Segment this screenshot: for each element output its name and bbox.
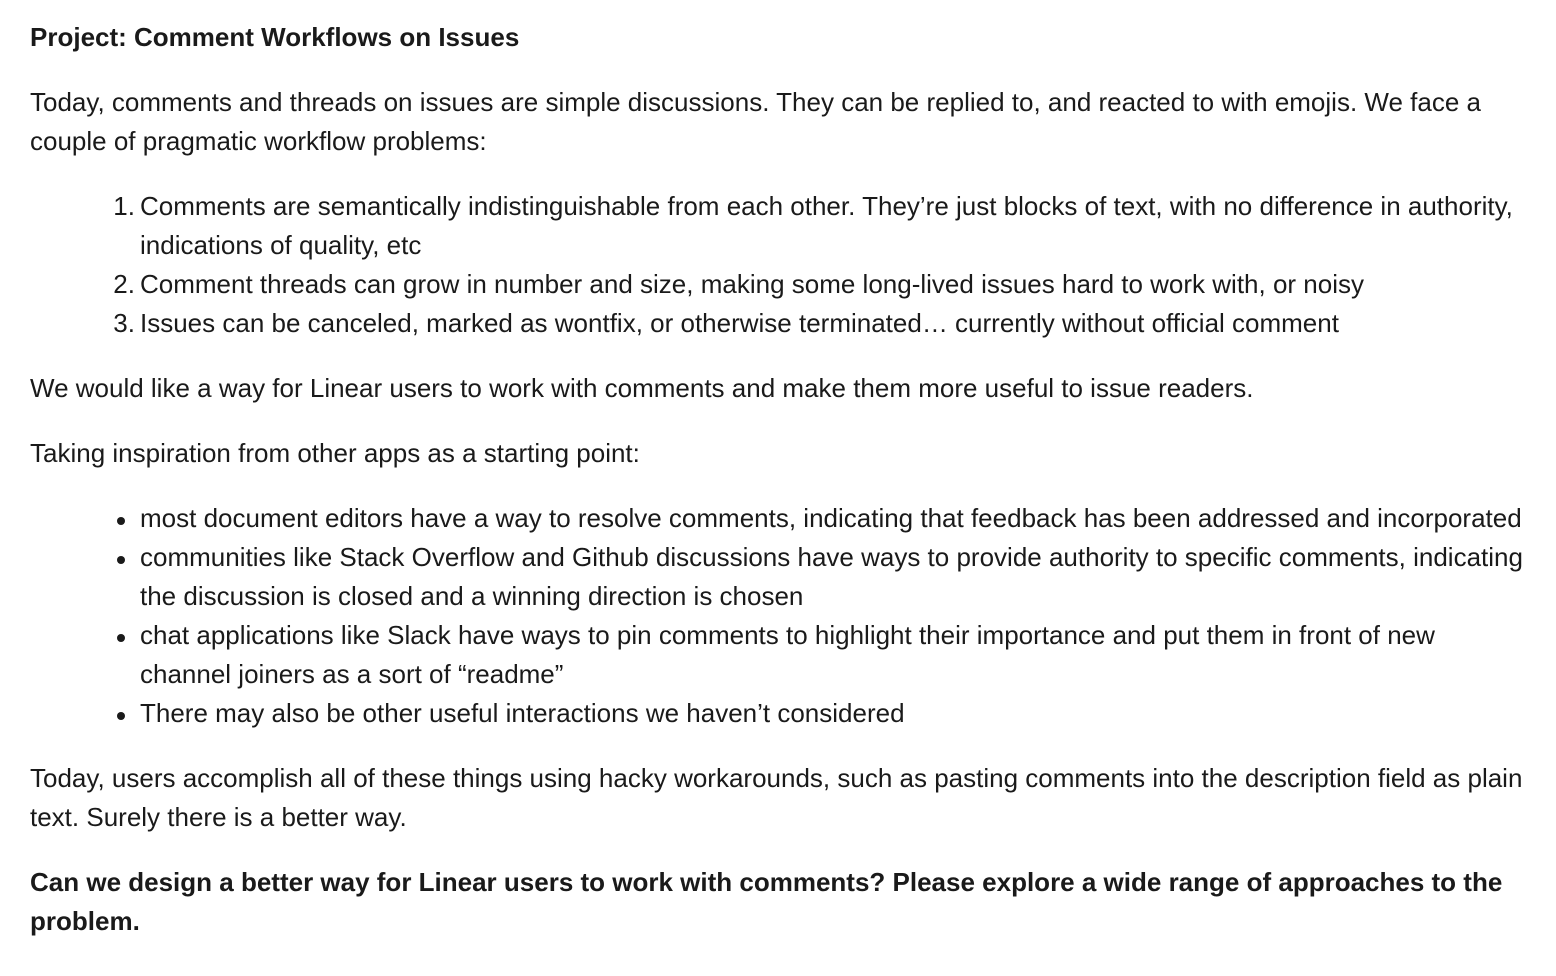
goal-paragraph: We would like a way for Linear users to work with comments and make them more useful to issue readers. (30, 373, 1254, 403)
inspiration-item: There may also be other useful interactions we haven’t considered (140, 694, 1526, 733)
problem-item: Comment threads can grow in number and size, making some long-lived issues hard to work with, or noisy (140, 269, 1364, 299)
inspiration-item: communities like Stack Overflow and Github discussions have ways to provide authority to specific comments, indicating the discussion is closed and a winning direction is chosen (140, 538, 1526, 616)
problem-item: Comments are semantically indistinguishable from each other. They’re just blocks of text, with no difference in authority, indications of quality, etc (140, 191, 1513, 260)
inspiration-intro-paragraph: Taking inspiration from other apps as a starting point: (30, 438, 640, 468)
inspirations-list (30, 499, 1526, 733)
page-title: Project: Comment Workflows on Issues (30, 22, 520, 52)
inspiration-item: chat applications like Slack have ways to pin comments to highlight their importance and put them in front of new channel joiners as a sort of “readme” (140, 616, 1526, 694)
problem-item: Issues can be canceled, marked as wontfix, or otherwise terminated… currently without official comment (140, 308, 1339, 338)
problems-list (30, 187, 1526, 343)
inspiration-item: most document editors have a way to resolve comments, indicating that feedback has been addressed and incorporated (140, 499, 1526, 538)
workarounds-paragraph: Today, users accomplish all of these things using hacky workarounds, such as pasting comments into the description field as plain text. Surely there is a better way. (30, 763, 1523, 832)
intro-paragraph: Today, comments and threads on issues are simple discussions. They can be replied to, and reacted to with emojis. We face a couple of pragmatic workflow problems: (30, 87, 1481, 156)
question-paragraph: Can we design a better way for Linear users to work with comments? Please explore a wide range of approaches to the problem. (30, 867, 1503, 936)
